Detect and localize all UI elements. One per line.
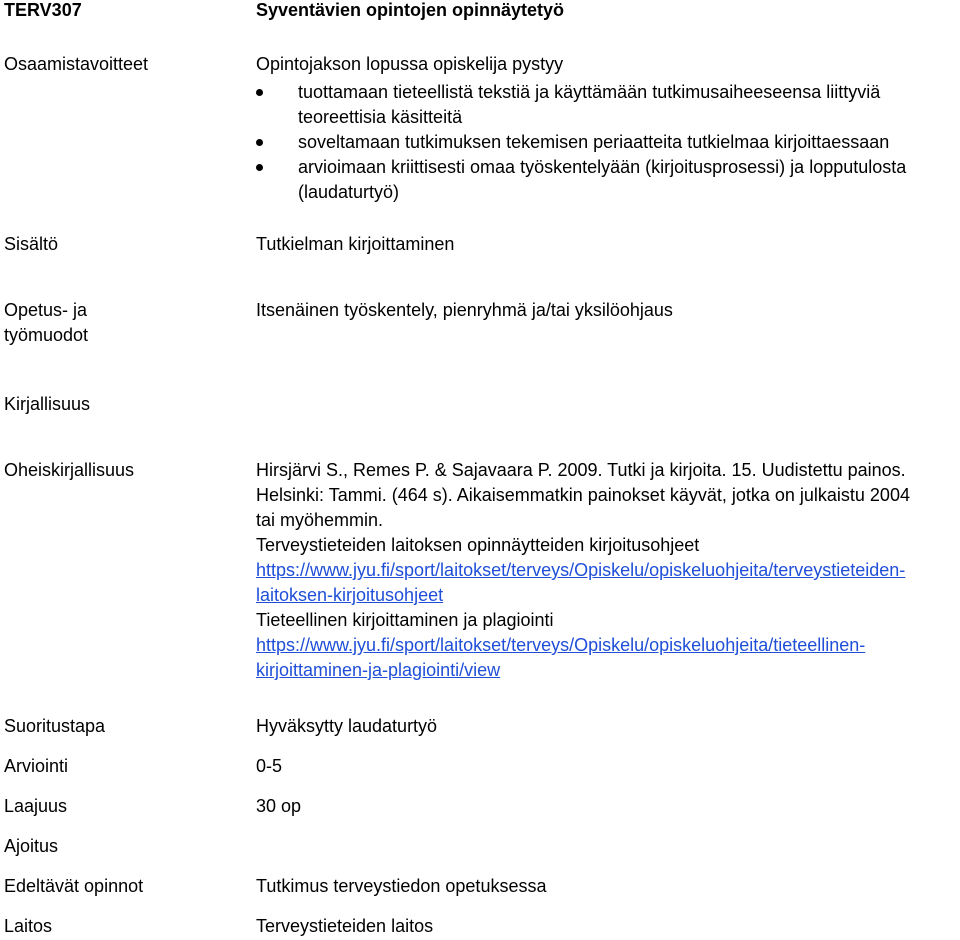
objective-item: [256, 130, 956, 155]
label-osaamistavoitteet: Osaamistavoitteet: [4, 54, 149, 74]
objective-text-line: teoreettisia käsitteitä: [298, 107, 463, 127]
label-laitos: Laitos: [4, 916, 53, 936]
course-title: Syventävien opintojen opinnäytetyö: [256, 0, 565, 20]
objective-text-line: tuottamaan tieteellistä tekstiä ja käyttämään tutkimusaiheeseensa liittyviä: [298, 82, 881, 102]
label-opetus-line: Opetus- ja: [4, 300, 88, 320]
label-opetus-line: työmuodot: [4, 325, 89, 345]
label-kirjallisuus: Kirjallisuus: [4, 394, 91, 414]
label-edeltavat: Edeltävät opinnot: [4, 876, 144, 896]
label-oheiskirjallisuus: Oheiskirjallisuus: [4, 460, 135, 480]
objectives-intro: Opintojakson lopussa opiskelija pystyy: [256, 54, 564, 74]
objective-text-line: (laudaturtyö): [298, 182, 400, 202]
reference-line: tai myöhemmin.: [256, 510, 384, 530]
label-arviointi: Arviointi: [4, 756, 69, 776]
objectives-list: [256, 80, 956, 205]
objective-item: [256, 155, 956, 205]
department-value: Terveystieteiden laitos: [256, 916, 434, 936]
grading-value: 0-5: [256, 756, 283, 776]
guide-link[interactable]: https://www.jyu.fi/sport/laitokset/terveys/Opiskelu/opiskeluohjeita/tieteellinen-: [256, 635, 866, 655]
reference-line: Helsinki: Tammi. (464 s). Aikaisemmatkin painokset käyvät, jotka on julkaistu 2004: [256, 485, 910, 505]
credits-value: 30 op: [256, 796, 302, 816]
label-opetus: [4, 298, 244, 348]
guide-link[interactable]: https://www.jyu.fi/sport/laitokset/terveys/Opiskelu/opiskeluohjeita/terveystieteiden-: [256, 560, 906, 580]
objective-text-line: soveltamaan tutkimuksen tekemisen periaatteita tutkielmaa kirjoittaessaan: [298, 132, 890, 152]
label-ajoitus: Ajoitus: [4, 836, 59, 856]
label-suoritustapa: Suoritustapa: [4, 716, 106, 736]
course-code: TERV307: [4, 0, 82, 20]
bullet-icon: [256, 164, 263, 171]
content-value: Tutkielman kirjoittaminen: [256, 234, 455, 254]
objective-item: [256, 80, 956, 130]
guide-link[interactable]: kirjoittaminen-ja-plagiointi/view: [256, 660, 501, 680]
prerequisites-value: Tutkimus terveystiedon opetuksessa: [256, 876, 547, 896]
bullet-icon: [256, 89, 263, 96]
objective-text-line: arvioimaan kriittisesti omaa työskentelyään (kirjoitusprosessi) ja lopputulosta: [298, 157, 907, 177]
completion-method-value: Hyväksytty laudaturtyö: [256, 716, 438, 736]
supplementary-literature: [256, 458, 956, 683]
bullet-icon: [256, 139, 263, 146]
teaching-methods-value: Itsenäinen työskentely, pienryhmä ja/tai yksilöohjaus: [256, 300, 673, 320]
label-sisalto: Sisältö: [4, 234, 59, 254]
reference-line: Hirsjärvi S., Remes P. & Sajavaara P. 2009. Tutki ja kirjoita. 15. Uudistettu painos.: [256, 460, 906, 480]
guide-link[interactable]: laitoksen-kirjoitusohjeet: [256, 585, 444, 605]
guide-title: Tieteellinen kirjoittaminen ja plagiointi: [256, 610, 554, 630]
label-laajuus: Laajuus: [4, 796, 68, 816]
guide-title: Terveystieteiden laitoksen opinnäytteiden kirjoitusohjeet: [256, 535, 700, 555]
